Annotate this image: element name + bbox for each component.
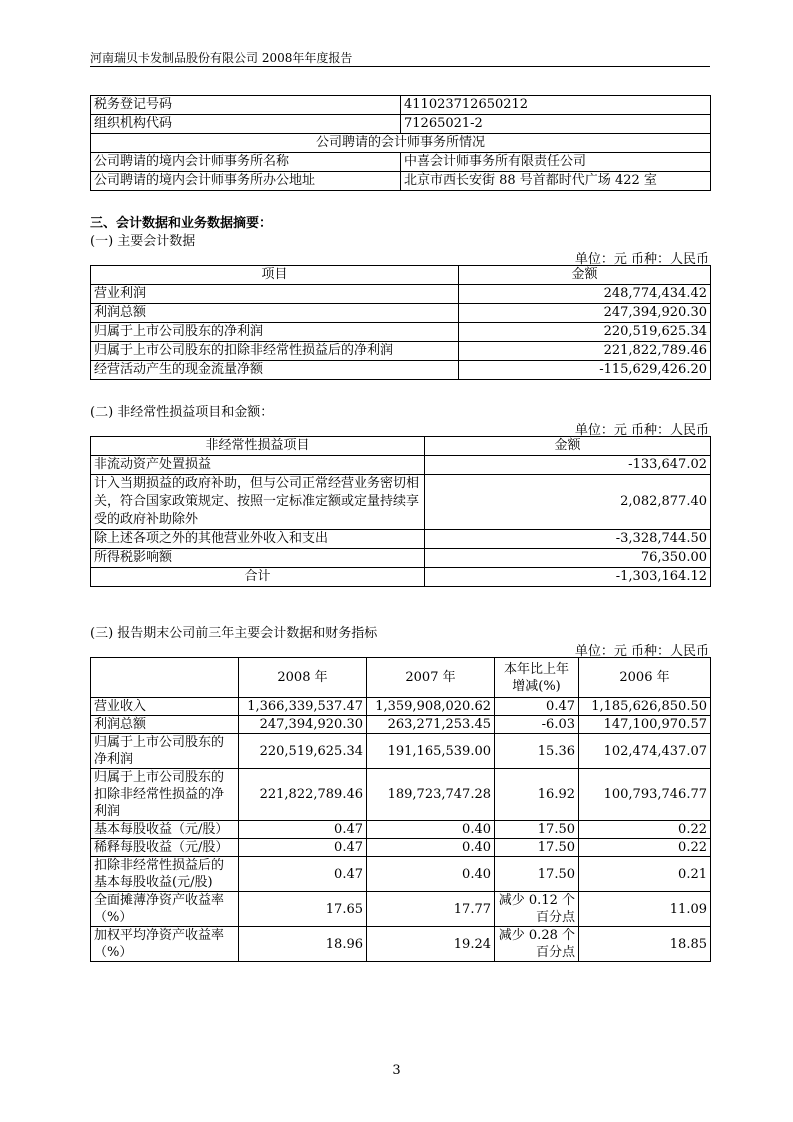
item-cell: 归属于上市公司股东的净利润	[91, 734, 239, 769]
table-row	[91, 342, 711, 361]
value-2008: 0.47	[239, 821, 367, 839]
table-row	[91, 839, 711, 857]
page-header: 河南瑞贝卡发制品股份有限公司 2008年年度报告	[90, 51, 353, 65]
info-label: 公司聘请的境内会计师事务所名称	[91, 153, 401, 172]
change-cell: 减少 0.12 个百分点	[495, 892, 579, 927]
column-header: 项目	[91, 266, 459, 285]
table-row	[91, 892, 711, 927]
total-amount: -1,303,164.12	[425, 568, 711, 587]
table-row	[91, 456, 711, 475]
info-value: 北京市西长安街 88 号首都时代广场 422 室	[401, 172, 711, 191]
main-accounting-table	[90, 265, 711, 380]
table-row	[91, 927, 711, 962]
table-row	[91, 361, 711, 380]
info-label: 组织机构代码	[91, 115, 401, 134]
table-total-row	[91, 568, 711, 587]
unit-label-2: 单位：元 币种：人民币	[574, 423, 709, 438]
table-row	[91, 530, 711, 549]
amount-cell: 221,822,789.46	[459, 342, 711, 361]
value-2007: 191,165,539.00	[367, 734, 495, 769]
table-row	[91, 304, 711, 323]
table-row	[91, 172, 711, 191]
change-cell: 15.36	[495, 734, 579, 769]
header-divider	[90, 66, 710, 67]
change-cell: 16.92	[495, 769, 579, 821]
table-row	[91, 698, 711, 716]
amount-cell: 2,082,877.40	[425, 475, 711, 530]
value-2006: 147,100,970.57	[579, 716, 711, 734]
column-header: 2006 年	[579, 658, 711, 698]
table-header-row	[91, 266, 711, 285]
table-row	[91, 134, 711, 153]
item-cell: 归属于上市公司股东的扣除非经常性损益的净利润	[91, 769, 239, 821]
unit-label-1: 单位：元 币种：人民币	[574, 252, 709, 267]
item-cell: 除上述各项之外的其他营业外收入和支出	[91, 530, 425, 549]
info-label: 公司聘请的境内会计师事务所办公地址	[91, 172, 401, 191]
change-cell: 17.50	[495, 839, 579, 857]
value-2006: 102,474,437.07	[579, 734, 711, 769]
amount-cell: 220,519,625.34	[459, 323, 711, 342]
value-2007: 0.40	[367, 839, 495, 857]
value-2006: 100,793,746.77	[579, 769, 711, 821]
item-cell: 加权平均净资产收益率（%）	[91, 927, 239, 962]
value-2008: 220,519,625.34	[239, 734, 367, 769]
item-cell: 经营活动产生的现金流量净额	[91, 361, 459, 380]
value-2007: 19.24	[367, 927, 495, 962]
column-header: 2008 年	[239, 658, 367, 698]
change-cell: 0.47	[495, 698, 579, 716]
table-row	[91, 821, 711, 839]
subsection-title-3: (三) 报告期末公司前三年主要会计数据和财务指标	[90, 626, 378, 641]
value-2008: 1,366,339,537.47	[239, 698, 367, 716]
column-header: 2007 年	[367, 658, 495, 698]
item-cell: 扣除非经常性损益后的基本每股收益(元/股)	[91, 857, 239, 892]
unit-label-3: 单位：元 币种：人民币	[574, 644, 709, 659]
table-row	[91, 323, 711, 342]
value-2006: 0.22	[579, 839, 711, 857]
subsection-title-1: (一) 主要会计数据	[90, 234, 196, 249]
value-2007: 1,359,908,020.62	[367, 698, 495, 716]
subsection-title-2: (二) 非经常性损益项目和金额：	[90, 405, 274, 420]
table-row	[91, 549, 711, 568]
value-2008: 0.47	[239, 839, 367, 857]
value-2006: 0.22	[579, 821, 711, 839]
table-header-row	[91, 437, 711, 456]
section-title: 三、会计数据和业务数据摘要：	[90, 216, 273, 231]
value-2006: 11.09	[579, 892, 711, 927]
amount-cell: -115,629,426.20	[459, 361, 711, 380]
value-2008: 221,822,789.46	[239, 769, 367, 821]
amount-cell: 76,350.00	[425, 549, 711, 568]
item-cell: 所得税影响额	[91, 549, 425, 568]
table-row	[91, 96, 711, 115]
item-cell: 全面摊薄净资产收益率（%）	[91, 892, 239, 927]
info-value: 411023712650212	[401, 96, 711, 115]
column-header: 本年比上年增减(%)	[495, 658, 579, 698]
value-2007: 17.77	[367, 892, 495, 927]
item-cell: 利润总额	[91, 304, 459, 323]
value-2006: 18.85	[579, 927, 711, 962]
table-row	[91, 115, 711, 134]
amount-cell: -3,328,744.50	[425, 530, 711, 549]
table-header-row	[91, 658, 711, 698]
table-row	[91, 857, 711, 892]
value-2008: 17.65	[239, 892, 367, 927]
change-cell: 17.50	[495, 857, 579, 892]
table-row	[91, 734, 711, 769]
table-row	[91, 716, 711, 734]
info-subtitle: 公司聘请的会计师事务所情况	[91, 134, 711, 153]
value-2007: 189,723,747.28	[367, 769, 495, 821]
item-cell: 归属于上市公司股东的净利润	[91, 323, 459, 342]
three-year-table	[90, 657, 711, 962]
info-table	[90, 95, 711, 191]
value-2006: 1,185,626,850.50	[579, 698, 711, 716]
item-cell: 稀释每股收益（元/股）	[91, 839, 239, 857]
value-2008: 18.96	[239, 927, 367, 962]
page-number: 3	[392, 1063, 401, 1078]
item-cell: 利润总额	[91, 716, 239, 734]
info-value: 中喜会计师事务所有限责任公司	[401, 153, 711, 172]
column-header	[91, 658, 239, 698]
table-row	[91, 153, 711, 172]
item-cell: 营业利润	[91, 285, 459, 304]
item-cell: 营业收入	[91, 698, 239, 716]
column-header: 非经常性损益项目	[91, 437, 425, 456]
column-header: 金额	[425, 437, 711, 456]
column-header: 金额	[459, 266, 711, 285]
change-cell: 17.50	[495, 821, 579, 839]
value-2007: 263,271,253.45	[367, 716, 495, 734]
item-cell: 计入当期损益的政府补助，但与公司正常经营业务密切相关，符合国家政策规定、按照一定标准定额或定量持续享受的政府补助除外	[91, 475, 425, 530]
value-2008: 247,394,920.30	[239, 716, 367, 734]
change-cell: 减少 0.28 个百分点	[495, 927, 579, 962]
item-cell: 非流动资产处置损益	[91, 456, 425, 475]
amount-cell: -133,647.02	[425, 456, 711, 475]
non-recurring-table	[90, 436, 711, 587]
amount-cell: 247,394,920.30	[459, 304, 711, 323]
item-cell: 基本每股收益（元/股）	[91, 821, 239, 839]
value-2007: 0.40	[367, 821, 495, 839]
change-cell: -6.03	[495, 716, 579, 734]
table-row	[91, 285, 711, 304]
table-row	[91, 769, 711, 821]
info-value: 71265021-2	[401, 115, 711, 134]
item-cell: 归属于上市公司股东的扣除非经常性损益后的净利润	[91, 342, 459, 361]
total-label: 合计	[91, 568, 425, 587]
value-2007: 0.40	[367, 857, 495, 892]
amount-cell: 248,774,434.42	[459, 285, 711, 304]
info-label: 税务登记号码	[91, 96, 401, 115]
value-2008: 0.47	[239, 857, 367, 892]
value-2006: 0.21	[579, 857, 711, 892]
table-row	[91, 475, 711, 530]
